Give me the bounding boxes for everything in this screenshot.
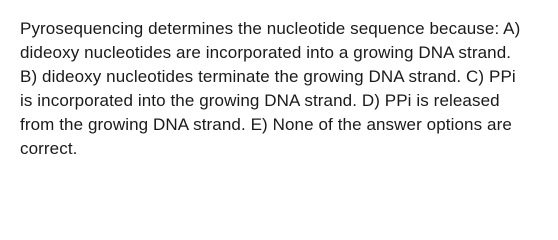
question-line: B) dideoxy nucleotides terminate the growing DNA strand. C) PPi [20, 67, 516, 86]
question-line: correct. [20, 139, 78, 158]
question-line: from the growing DNA strand. E) None of the answer options are [20, 115, 512, 134]
question-text [20, 17, 550, 161]
question-line: dideoxy nucleotides are incorporated into a growing DNA strand. [20, 43, 512, 62]
question-line: is incorporated into the growing DNA strand. D) PPi is released [20, 91, 500, 110]
question-line: Pyrosequencing determines the nucleotide sequence because: A) [20, 19, 521, 38]
